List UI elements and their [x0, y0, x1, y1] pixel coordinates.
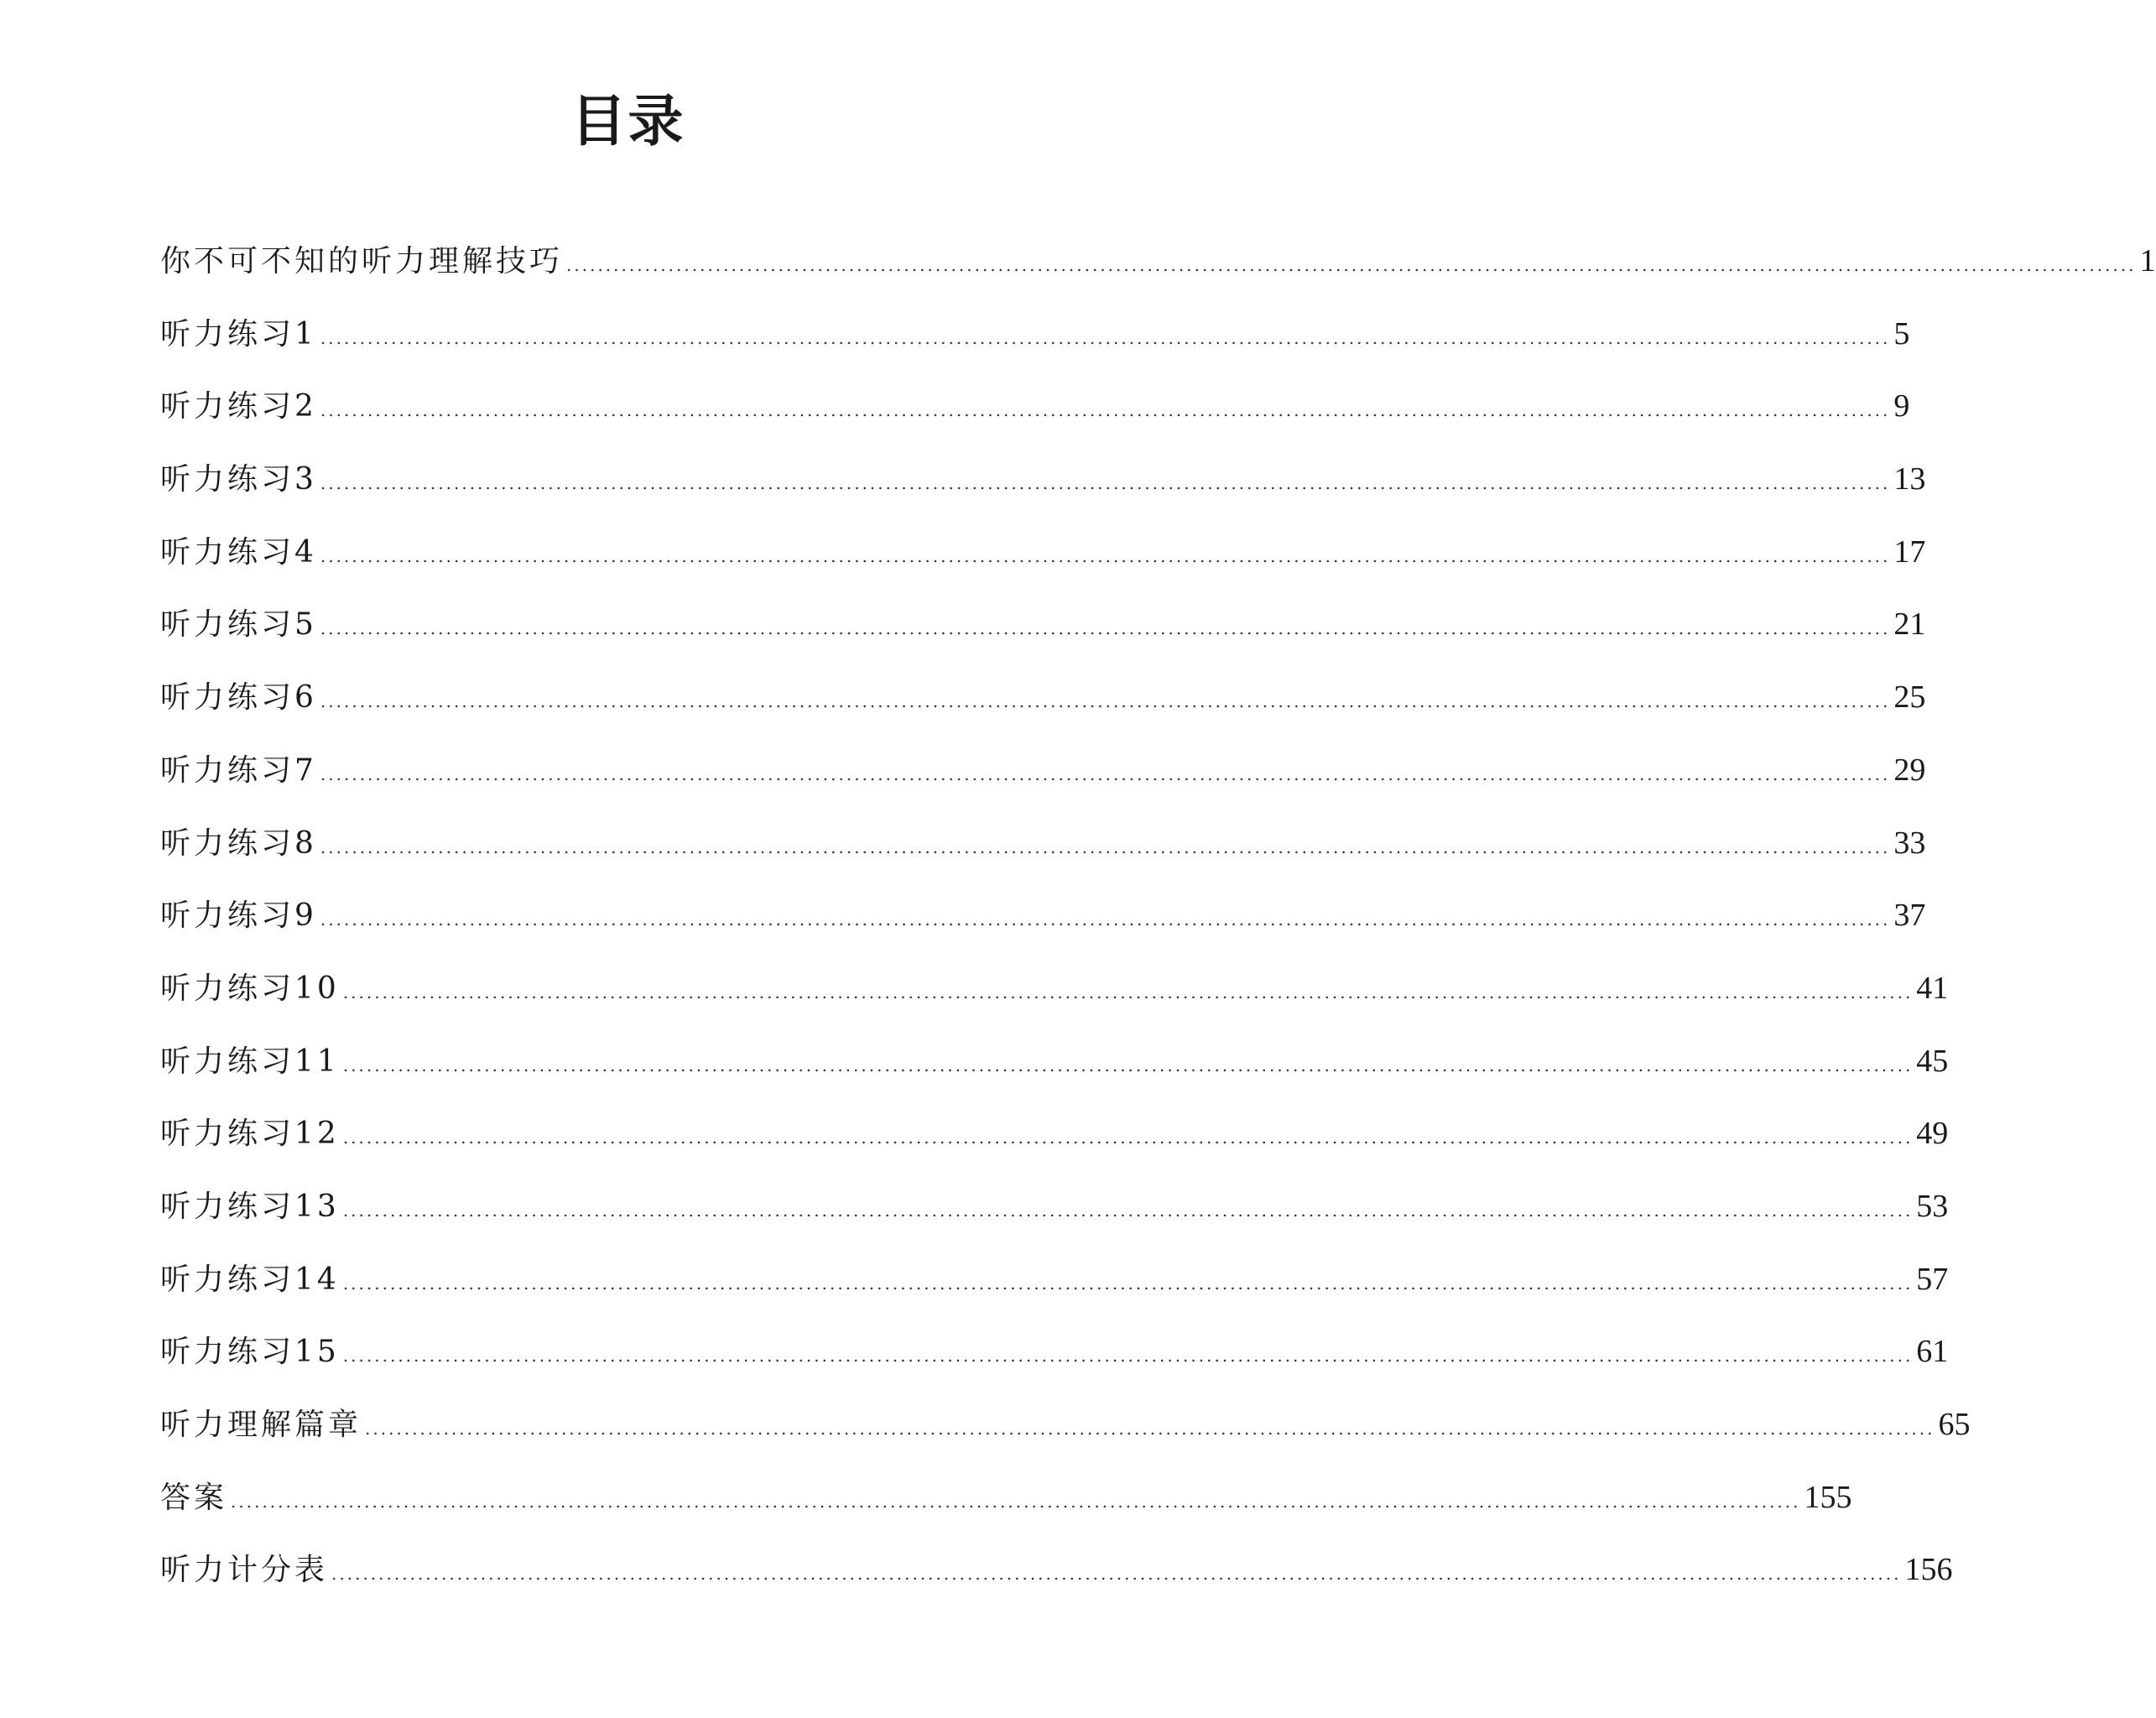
toc-entry-page-number: 33: [1893, 825, 1926, 861]
dot-leader: ........................................................................................................................................................................................................: [320, 327, 1891, 348]
page-title: 目录: [570, 89, 685, 154]
toc-entry[interactable]: [160, 1025, 1949, 1098]
toc-entry-page-number: 37: [1893, 898, 1926, 934]
toc-entry-page-number: 9: [1893, 388, 1910, 424]
toc-entry-page-number: 57: [1916, 1261, 1949, 1297]
toc-entry-label: 听力练习1: [160, 316, 317, 351]
toc-entry[interactable]: [160, 1388, 1971, 1461]
dot-leader: ........................................................................................................................................................................................................: [342, 1054, 1914, 1075]
toc-entry-label: 听力理解篇章: [160, 1408, 362, 1442]
toc-entry-page-number: 41: [1916, 970, 1949, 1006]
dot-leader: ........................................................................................................................................................................................................: [342, 1127, 1914, 1148]
toc-entry[interactable]: [160, 588, 1926, 661]
dot-leader: ........................................................................................................................................................................................................: [566, 255, 2137, 275]
toc-entry-page-number: 45: [1916, 1043, 1949, 1079]
toc-entry-label: 听力练习10: [160, 971, 340, 1006]
dot-leader: ........................................................................................................................................................................................................: [342, 1273, 1914, 1294]
dot-leader: ........................................................................................................................................................................................................: [320, 763, 1891, 784]
dot-leader: ........................................................................................................................................................................................................: [342, 981, 1914, 1002]
table-of-contents: [160, 225, 2156, 1606]
toc-entry-label: 听力练习8: [160, 825, 317, 861]
toc-entry-label: 听力练习11: [160, 1044, 340, 1079]
toc-entry-page-number: 53: [1916, 1188, 1949, 1224]
dot-leader: ........................................................................................................................................................................................................: [320, 836, 1891, 857]
toc-entry-page-number: 61: [1916, 1334, 1949, 1370]
toc-entry[interactable]: [160, 1097, 1949, 1170]
toc-entry-page-number: 5: [1893, 315, 1910, 351]
toc-entry-label: 听力练习12: [160, 1117, 340, 1152]
toc-entry-page-number: 25: [1893, 679, 1926, 716]
toc-entry-label: 听力练习15: [160, 1335, 340, 1370]
toc-entry-page-number: 29: [1893, 752, 1926, 788]
toc-entry-page-number: 65: [1938, 1407, 1971, 1442]
dot-leader: ........................................................................................................................................................................................................: [320, 545, 1891, 566]
toc-entry-label: 听力练习5: [160, 607, 317, 643]
dot-leader: ........................................................................................................................................................................................................: [231, 1491, 1801, 1512]
toc-entry-label: 听力练习6: [160, 680, 317, 716]
dot-leader: ........................................................................................................................................................................................................: [342, 1346, 1914, 1367]
dot-leader: ........................................................................................................................................................................................................: [331, 1564, 1902, 1585]
toc-entry[interactable]: [160, 734, 1926, 807]
toc-entry-page-number: 156: [1904, 1552, 1953, 1588]
toc-entry[interactable]: [160, 516, 1926, 589]
toc-entry[interactable]: [160, 952, 1949, 1025]
toc-entry-page-number: 1: [2139, 243, 2156, 279]
toc-entry[interactable]: [160, 1170, 1949, 1243]
toc-entry-label: 答案: [160, 1480, 228, 1515]
dot-leader: ........................................................................................................................................................................................................: [365, 1419, 1935, 1439]
toc-entry-page-number: 13: [1893, 461, 1926, 497]
toc-entry[interactable]: [160, 443, 1926, 516]
toc-entry-page-number: 17: [1893, 534, 1926, 570]
toc-entry-page-number: 155: [1804, 1479, 1852, 1515]
dot-leader: ........................................................................................................................................................................................................: [320, 473, 1891, 494]
toc-entry[interactable]: [160, 1243, 1949, 1316]
dot-leader: ........................................................................................................................................................................................................: [320, 691, 1891, 712]
toc-entry-label: 听力练习7: [160, 752, 317, 788]
dot-leader: ........................................................................................................................................................................................................: [320, 618, 1891, 639]
toc-entry[interactable]: [160, 807, 1926, 880]
toc-entry-label: 听力练习14: [160, 1262, 340, 1297]
toc-entry[interactable]: [160, 1461, 1852, 1534]
toc-entry-label: 听力练习4: [160, 534, 317, 570]
dot-leader: ........................................................................................................................................................................................................: [342, 1200, 1914, 1221]
toc-entry-label: 听力练习13: [160, 1189, 340, 1224]
toc-entry-page-number: 49: [1916, 1116, 1949, 1152]
toc-entry[interactable]: [160, 879, 1926, 952]
toc-entry[interactable]: [160, 225, 2156, 298]
dot-leader: ........................................................................................................................................................................................................: [320, 909, 1891, 930]
toc-entry[interactable]: [160, 1315, 1949, 1388]
toc-entry[interactable]: [160, 370, 1910, 443]
dot-leader: ........................................................................................................................................................................................................: [320, 400, 1891, 421]
toc-entry-label: 你不可不知的听力理解技巧: [160, 244, 564, 279]
toc-entry[interactable]: [160, 1533, 1953, 1606]
toc-entry-page-number: 21: [1893, 607, 1926, 643]
toc-entry-label: 听力练习2: [160, 389, 317, 424]
toc-entry-label: 听力练习9: [160, 898, 317, 934]
toc-entry-label: 听力练习3: [160, 462, 317, 497]
toc-entry[interactable]: [160, 661, 1926, 734]
toc-entry[interactable]: [160, 298, 1910, 371]
toc-entry-label: 听力计分表: [160, 1553, 329, 1588]
